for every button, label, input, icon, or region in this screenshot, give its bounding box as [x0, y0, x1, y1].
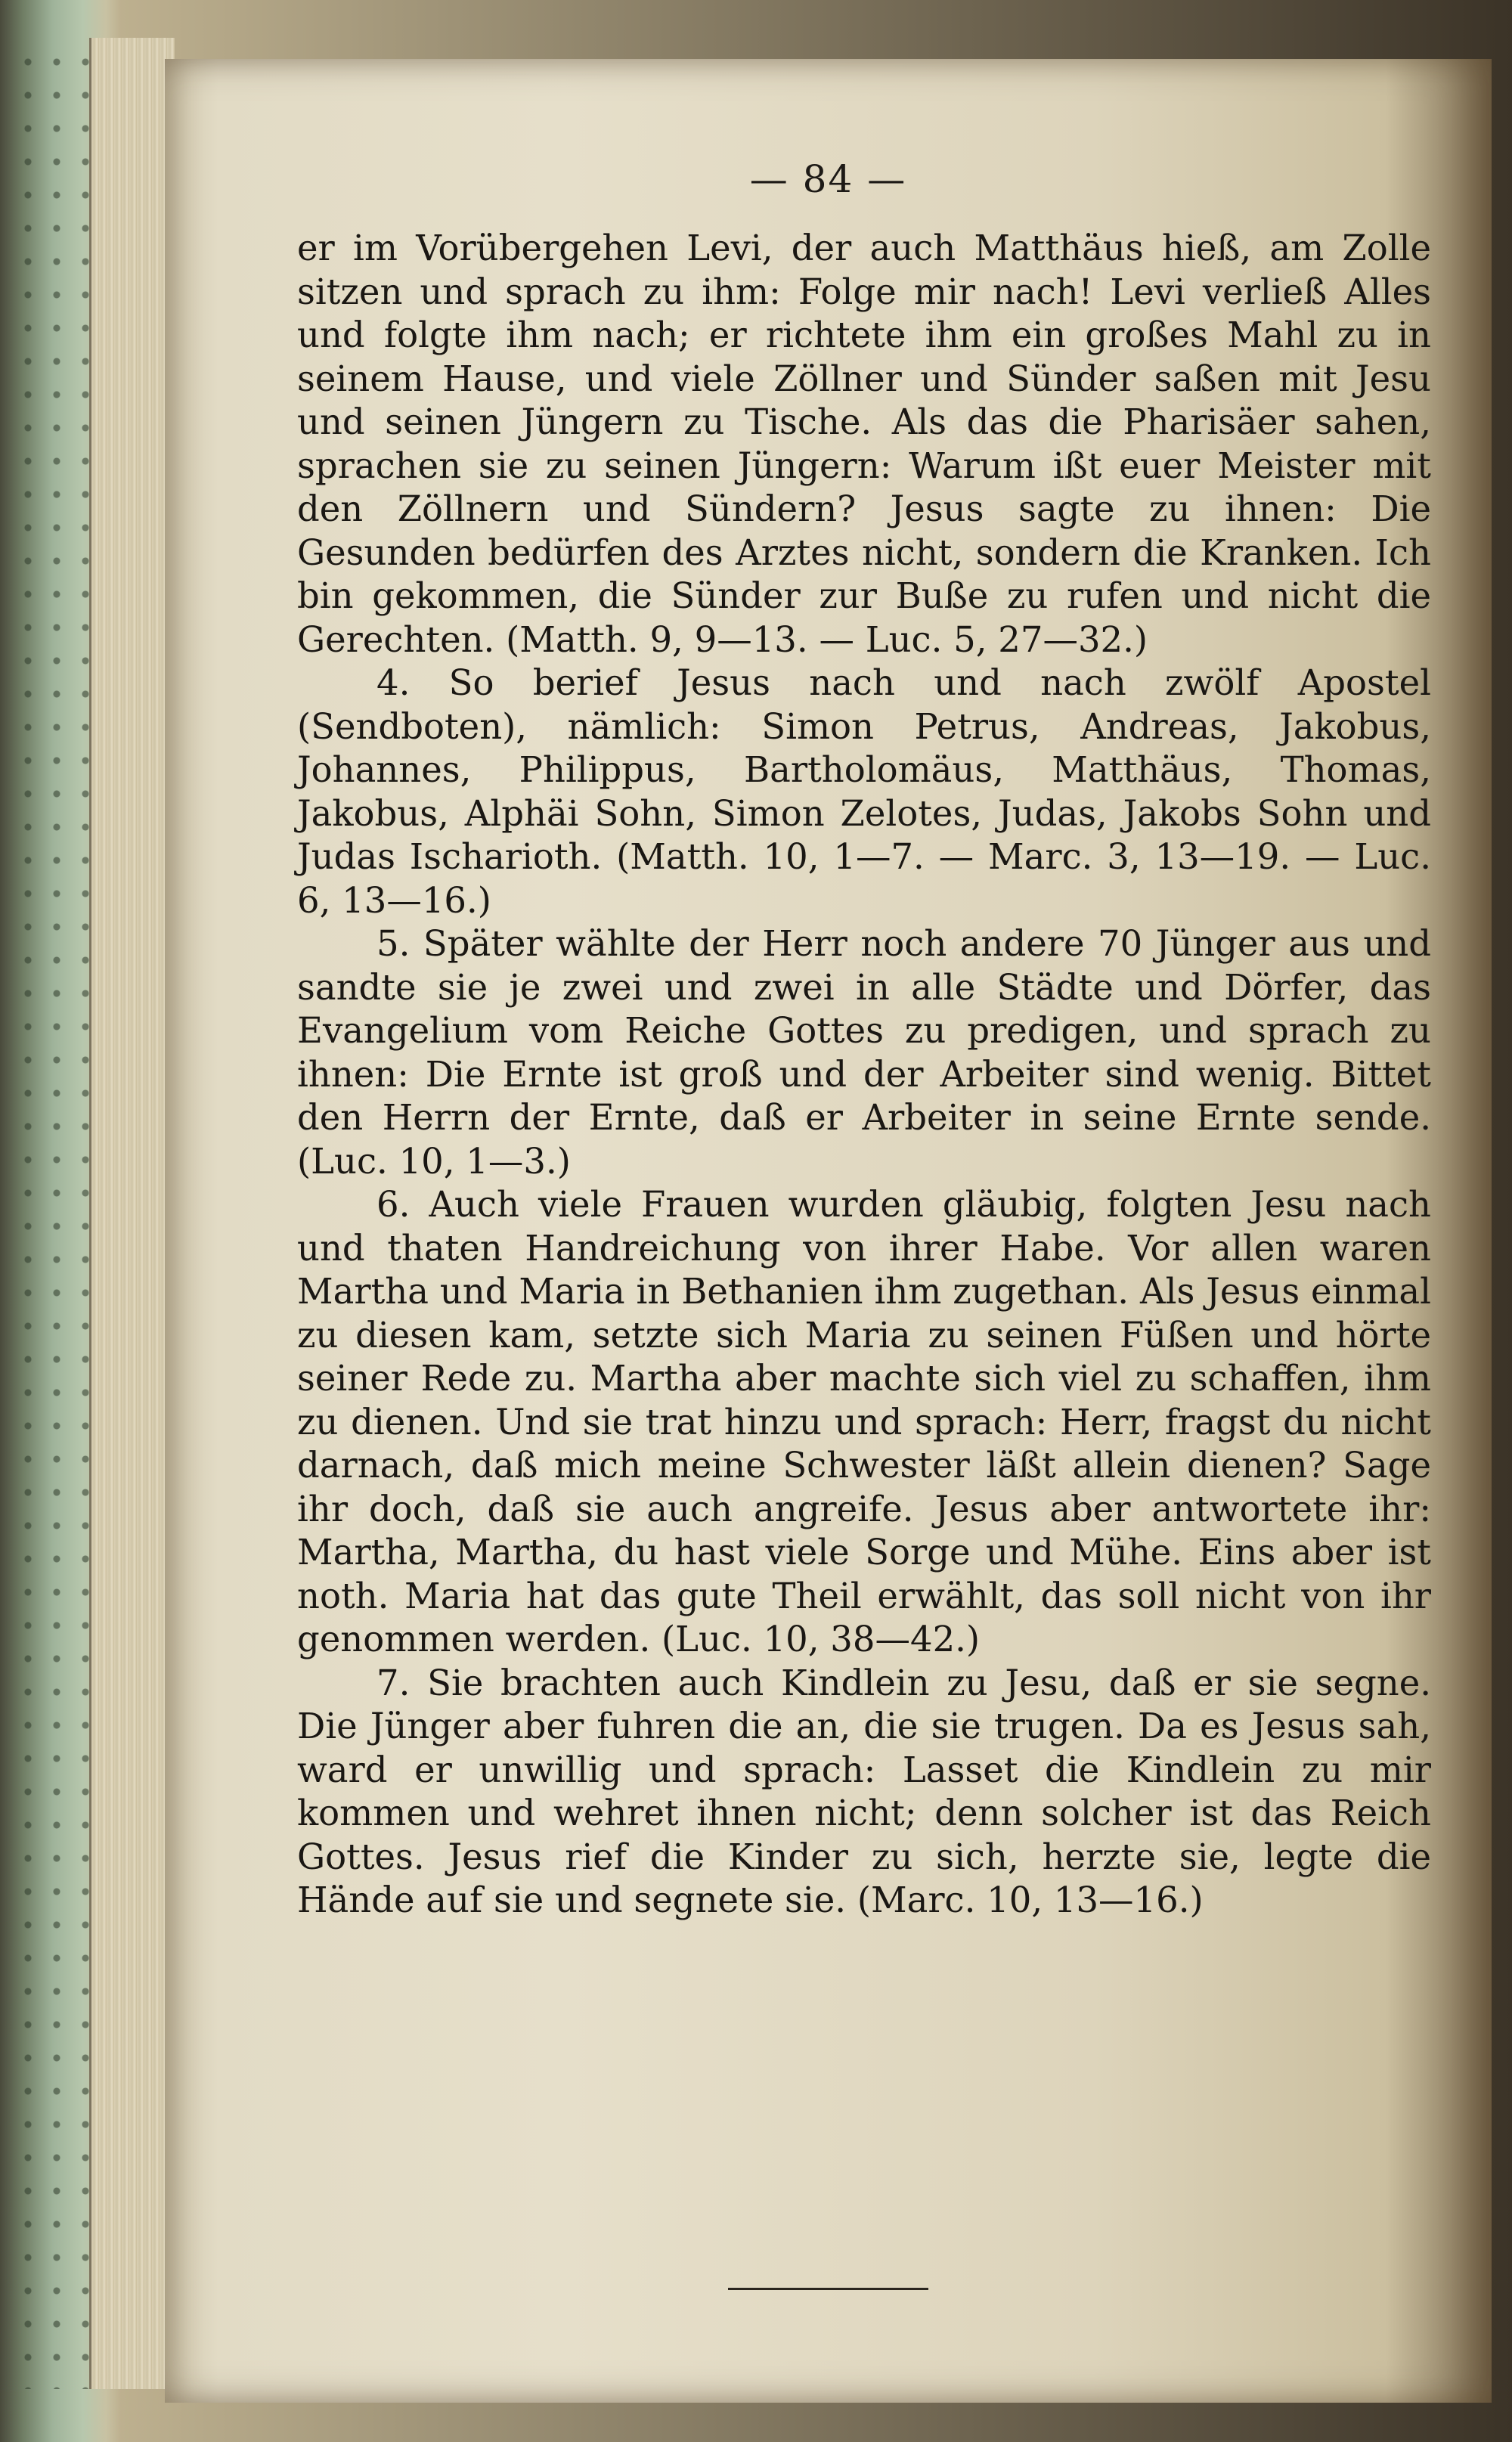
- paragraph-7: 7. Sie brachten auch Kindlein zu Jesu, daß er sie segne. Die Jünger aber fuhren die an, die sie trugen. Da es Jesus sah, ward er unwillig und sprach: Lasset die Kindlein zu mir kommen und wehret ihnen nicht; denn solcher ist das Reich Gottes. Jesus rief die Kinder zu sich, herzte sie, legte die Hände auf sie und segnete sie. (Marc. 10, 13—16.): [297, 1662, 1431, 1920]
- book-page: [165, 59, 1492, 2403]
- cover-pattern: [14, 45, 97, 2389]
- page-text: [297, 227, 1431, 1923]
- page-edges: [89, 38, 175, 2389]
- paragraph-5: 5. Später wählte der Herr noch andere 70 Jünger aus und sandte sie je zwei und zwei in alle Städte und Dörfer, das Evangelium vom Reiche Gottes zu predigen, und sprach zu ihnen: Die Ernte ist groß und der Arbeiter sind wenig. Bittet den Herrn der Ernte, daß er Arbeiter in seine Ernte sende. (Luc. 10, 1—3.): [297, 923, 1431, 1182]
- paragraph-6: 6. Auch viele Frauen wurden gläubig, folgten Jesu nach und thaten Handreichung von ihrer Habe. Vor allen waren Martha und Maria in Bethanien ihm zugethan. Als Jesus einmal zu diesen kam, setzte sich Maria zu seinen Füßen und hörte seiner Rede zu. Martha aber machte sich viel zu schaffen, ihm zu dienen. Und sie trat hinzu und sprach: Herr, fragst du nicht darnach, daß mich meine Schwester läßt allein dienen? Sage ihr doch, daß sie auch angreife. Jesus aber antwortete ihr: Martha, Martha, du hast viele Sorge und Mühe. Eins aber ist noth. Maria hat das gute Theil erwählt, das soll nicht von ihr genommen werden. (Luc. 10, 38—42.): [297, 1184, 1431, 1660]
- section-divider: [728, 2288, 928, 2290]
- paragraph-continuation: er im Vorübergehen Levi, der auch Matthäus hieß, am Zolle sitzen und sprach zu ihm: Folge mir nach! Levi verließ Alles und folgte ihm nach; er richtete ihm ein großes Mahl zu in seinem Hause, und viele Zöllner und Sünder saßen mit Jesu und seinen Jüngern zu Tische. Als das die Pharisäer sahen, sprachen sie zu seinen Jüngern: Warum ißt euer Meister mit den Zöllnern und Sündern? Jesus sagte zu ihnen: Die Gesunden bedürfen des Arztes nicht, sondern die Kranken. Ich bin gekommen, die Sünder zur Buße zu rufen und nicht die Gerechten. (Matth. 9, 9—13. — Luc. 5, 27—32.): [297, 228, 1431, 660]
- paragraph-4: 4. So berief Jesus nach und nach zwölf Apostel (Sendboten), nämlich: Simon Petrus, Andreas, Jakobus, Johannes, Philippus, Bartholomäus, Matthäus, Thomas, Jakobus, Alphäi Sohn, Simon Zelotes, Judas, Jakobs Sohn und Judas Ischarioth. (Matth. 10, 1—7. — Marc. 3, 13—19. — Luc. 6, 13—16.): [297, 662, 1431, 921]
- page-number: — 84 —: [749, 157, 907, 201]
